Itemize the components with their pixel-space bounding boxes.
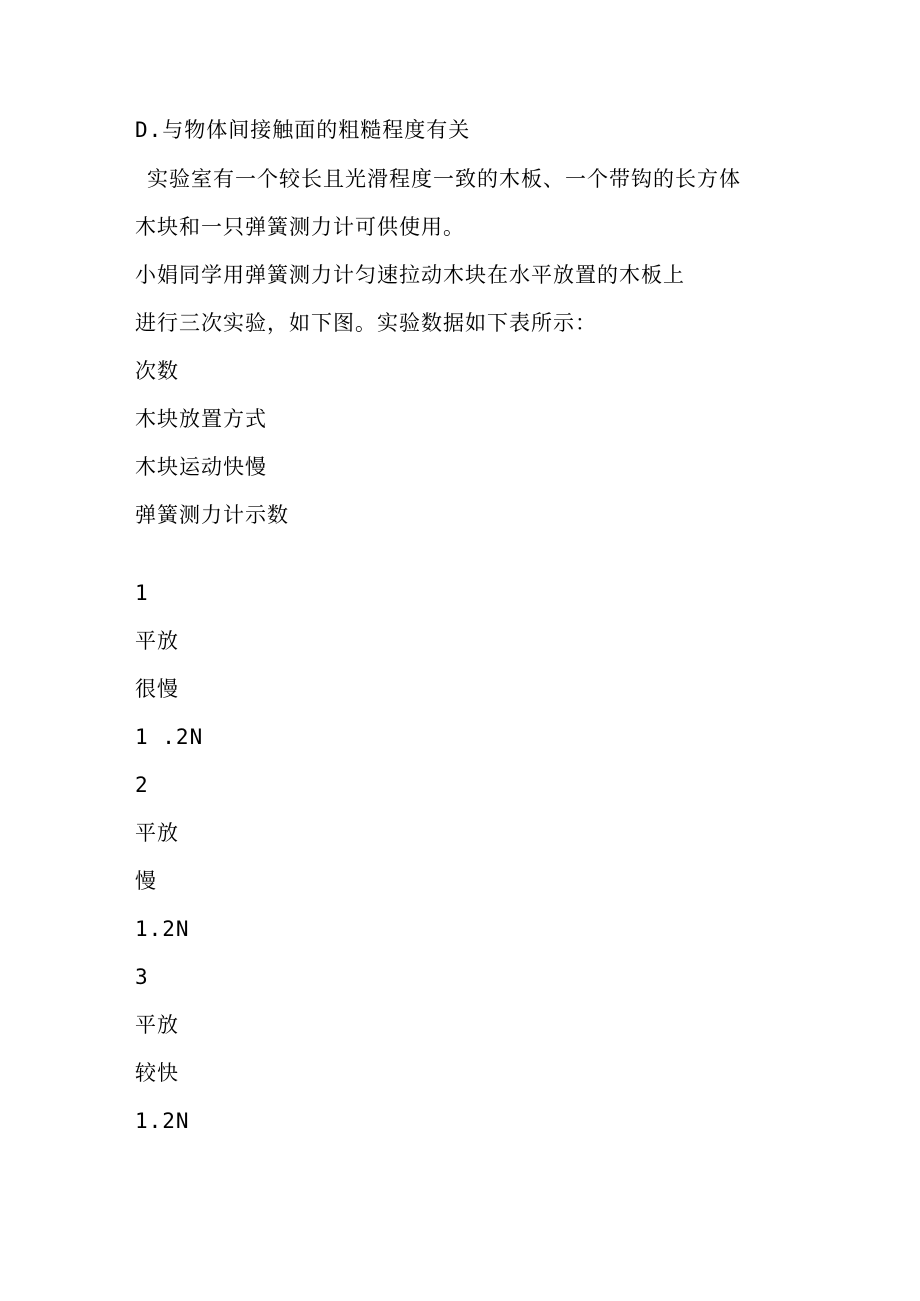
table-cell-reading: 1 .2N [135, 725, 204, 749]
table-cell-placement: 平放 [135, 1013, 179, 1037]
table-header-speed: 木块运动快慢 [135, 455, 267, 479]
table-cell-trial: 3 [135, 965, 149, 989]
table-cell-trial: 1 [135, 581, 149, 605]
intro-paragraph-line-3: 小娟同学用弹簧测力计匀速拉动木块在水平放置的木板上 [135, 263, 685, 287]
table-cell-speed: 很慢 [135, 677, 179, 701]
table-cell-speed: 较快 [135, 1061, 179, 1085]
intro-paragraph-line-2: 木块和一只弹簧测力计可供使用。 [135, 215, 465, 239]
table-cell-placement: 平放 [135, 821, 179, 845]
table-cell-speed: 慢 [135, 869, 157, 893]
table-header-placement: 木块放置方式 [135, 407, 267, 431]
table-cell-trial: 2 [135, 773, 149, 797]
table-header-trial: 次数 [135, 359, 179, 383]
table-header-reading: 弹簧测力计示数 [135, 503, 289, 527]
intro-paragraph-line-1: 实验室有一个较长且光滑程度一致的木板、一个带钩的长方体 [147, 167, 741, 191]
intro-paragraph-line-4: 进行三次实验，如下图。实验数据如下表所示： [135, 311, 597, 335]
table-cell-reading: 1.2N [135, 1109, 190, 1133]
table-cell-reading: 1.2N [135, 917, 190, 941]
table-cell-placement: 平放 [135, 629, 179, 653]
option-d-text: D.与物体间接触面的粗糙程度有关 [135, 118, 471, 142]
